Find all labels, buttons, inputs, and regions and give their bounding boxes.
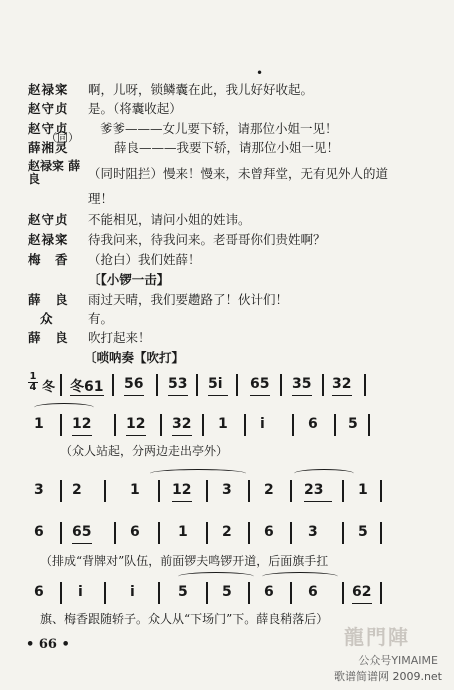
note: 6 [308, 416, 318, 432]
line-text: 爹爹———女儿要下轿，请那位小姐一见！ [100, 121, 338, 136]
underline [352, 603, 372, 604]
underline [124, 395, 144, 396]
barline [60, 374, 62, 396]
barline [342, 522, 344, 544]
underline [172, 501, 192, 502]
note: 5 [222, 584, 232, 600]
tie [150, 469, 246, 478]
line-text: 是。（将囊收起） [88, 101, 182, 116]
barline [244, 414, 246, 436]
line-text: （同时阻拦）慢来！慢来，未曾拜堂，无有见外人的道 [88, 166, 389, 181]
barline [104, 480, 106, 502]
role-name: 赵禄寀 薛 良 [28, 159, 81, 186]
note: 23 [304, 482, 324, 498]
barline [160, 414, 162, 436]
barline [158, 480, 160, 502]
line-text: 吹打起来！ [88, 330, 151, 345]
watermark-text: 歌谱简谱网 2009.net [333, 670, 442, 683]
barline [236, 374, 238, 396]
stage-direction: 旗、梅香跟随轿子。众人从“下场门”下。薛良稍落后） [40, 612, 329, 626]
note: 6 [34, 524, 44, 540]
notation-row-2 [28, 412, 432, 438]
role-name: 薛湘灵 [28, 140, 69, 155]
barline [290, 582, 292, 604]
barline [380, 582, 382, 604]
note: 6 [34, 584, 44, 600]
note: 冬 [42, 380, 56, 395]
underline [304, 501, 332, 502]
note: 1 [358, 482, 368, 498]
note: 冬61 [70, 379, 104, 395]
line-text: 待我问来，待我问来。老哥哥你们贵姓啊？ [88, 232, 326, 247]
notation-row-5 [28, 580, 432, 606]
note: 5 [348, 416, 358, 432]
barline [248, 480, 250, 502]
note: 53 [168, 376, 188, 392]
line-text: 薛良———我要下轿，请那位小姐一见！ [114, 140, 340, 155]
role-name: 赵禄寀 [28, 82, 69, 97]
notation-row-3 [28, 478, 432, 504]
underline [70, 395, 104, 396]
together-brace: （同） [46, 131, 79, 144]
underline [72, 435, 92, 436]
role-name: 众 [40, 311, 54, 326]
barline [290, 480, 292, 502]
note: 2 [222, 524, 232, 540]
note: 35 [292, 376, 312, 392]
underline [292, 395, 312, 396]
underline [172, 435, 192, 436]
barline [280, 374, 282, 396]
barline [380, 522, 382, 544]
note: 32 [172, 416, 192, 432]
barline [206, 582, 208, 604]
line-text: （抢白）我们姓薛！ [88, 252, 201, 267]
time-signature: 1 4 [29, 371, 37, 393]
barline [248, 522, 250, 544]
note: 3 [34, 482, 44, 498]
note: 1 [34, 416, 44, 432]
barline [104, 582, 106, 604]
notation-row-4 [28, 520, 432, 546]
line-text: 啊，儿呀，锁鳞囊在此，我儿好好收起。 [88, 82, 314, 97]
note: 32 [332, 376, 352, 392]
note: 62 [352, 584, 372, 600]
barline [248, 582, 250, 604]
barline [60, 522, 62, 544]
tie [294, 469, 354, 478]
line-text: 〔【小锣一击】 [88, 272, 170, 287]
barline [364, 374, 366, 396]
barline [368, 414, 370, 436]
note: 65 [250, 376, 270, 392]
barline [156, 374, 158, 396]
note: 6 [130, 524, 140, 540]
barline [202, 414, 204, 436]
barline [196, 374, 198, 396]
note: 65 [72, 524, 92, 540]
note: 3 [308, 524, 318, 540]
note: 5 [358, 524, 368, 540]
line-text: 理！ [88, 191, 114, 206]
note: 56 [124, 376, 144, 392]
barline [206, 522, 208, 544]
note: 2 [264, 482, 274, 498]
stage-direction: （排成“背牌对”队伍，前面锣夫鸣锣开道，后面旗手扛 [40, 554, 329, 568]
barline [60, 414, 62, 436]
barline [114, 522, 116, 544]
music-header-text: 〔唢呐奏【吹打】 [84, 350, 185, 365]
barline [290, 522, 292, 544]
note: 12 [172, 482, 192, 498]
note: 5 [178, 584, 188, 600]
barline [334, 414, 336, 436]
page-number: • 66 • [26, 637, 70, 652]
watermark-text: 公众号YIMAIME [358, 654, 438, 667]
barline [292, 414, 294, 436]
barline [342, 582, 344, 604]
role-name: 赵守贞 [28, 101, 69, 116]
role-name: 梅 香 [28, 252, 69, 267]
barline [322, 374, 324, 396]
underline [168, 395, 188, 396]
barline [60, 582, 62, 604]
note: 1 [178, 524, 188, 540]
line-text: 雨过天晴，我们要趱路了！伙计们！ [88, 292, 289, 307]
note: 6 [308, 584, 318, 600]
note: i [130, 584, 135, 600]
line-text: 不能相见，请问小姐的姓讳。 [88, 212, 251, 227]
role-name: 薛 良 [28, 292, 69, 307]
note: i [260, 416, 265, 432]
underline [250, 395, 270, 396]
underline [208, 395, 228, 396]
barline [342, 480, 344, 502]
barline [112, 374, 114, 396]
barline [206, 480, 208, 502]
barline [158, 582, 160, 604]
role-name: 赵禄寀 [28, 232, 69, 247]
role-name: 薛 良 [28, 330, 69, 345]
underline [126, 435, 146, 436]
note: 1 [218, 416, 228, 432]
tie [34, 403, 94, 412]
note: 6 [264, 524, 274, 540]
role-name: 赵守贞 [28, 212, 69, 227]
note: i [78, 584, 83, 600]
note: 12 [126, 416, 146, 432]
stage-direction: （众人站起，分两边走出亭外） [60, 444, 229, 458]
note: 3 [222, 482, 232, 498]
barline [380, 480, 382, 502]
underline [72, 543, 92, 544]
barline [114, 414, 116, 436]
note: 6 [264, 584, 274, 600]
notation-row-1 [28, 372, 432, 398]
underline [332, 395, 352, 396]
dialogue-line [28, 160, 432, 190]
role-name: 赵守贞 [28, 121, 69, 136]
barline [60, 480, 62, 502]
note: 2 [72, 482, 82, 498]
top-mark: • [256, 66, 264, 80]
note: 12 [72, 416, 92, 432]
note: 5i [208, 376, 223, 392]
watermark-logo: 龍門陣 [344, 625, 410, 649]
barline [158, 522, 160, 544]
note: 1 [130, 482, 140, 498]
line-text: 有。 [88, 311, 114, 326]
